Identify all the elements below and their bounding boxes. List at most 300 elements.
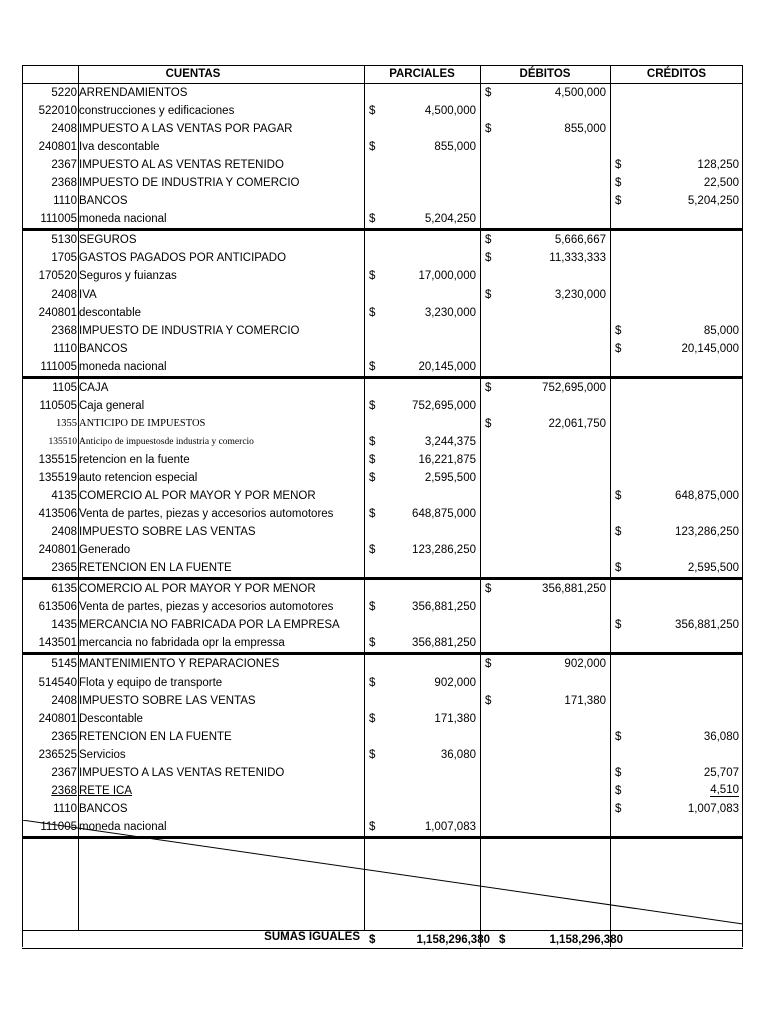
currency-symbol: $ — [369, 453, 376, 466]
debito-cell — [480, 487, 610, 505]
account-name: Flota y equipo de transporte — [79, 676, 223, 689]
credito-cell — [610, 286, 743, 304]
credito-amount: 36,080 — [703, 730, 739, 743]
credito-cell — [610, 692, 743, 710]
currency-symbol: $ — [615, 730, 622, 743]
credito-cell — [610, 505, 743, 523]
account-name: descontable — [79, 306, 142, 319]
debito-amount: 752,695,000 — [542, 381, 606, 394]
account-name: MERCANCIA NO FABRICADA POR LA EMPRESA — [79, 619, 340, 632]
parcial-cell — [364, 598, 480, 616]
parcial-cell — [364, 469, 480, 487]
debito-cell — [480, 304, 610, 322]
totals-row — [22, 930, 743, 949]
parcial-cell — [364, 451, 480, 469]
debito-cell — [480, 397, 610, 415]
parcial-cell — [364, 746, 480, 764]
parcial-cell — [364, 616, 480, 634]
credito-amount: 123,286,250 — [675, 526, 739, 539]
credito-cell — [610, 523, 743, 541]
currency-symbol: $ — [485, 417, 492, 430]
account-code: 2368 — [51, 784, 77, 797]
credito-cell — [610, 249, 743, 267]
parcial-cell — [364, 415, 480, 433]
parcial-cell — [364, 102, 480, 120]
credito-cell — [610, 192, 743, 210]
account-name: Seguros y fuianzas — [79, 270, 177, 283]
account-code: 240801 — [38, 712, 77, 725]
currency-symbol: $ — [615, 195, 622, 208]
account-name: MANTENIMIENTO Y REPARACIONES — [79, 658, 280, 671]
currency-symbol: $ — [485, 123, 492, 136]
table-row — [22, 304, 743, 322]
currency-symbol: $ — [369, 933, 376, 946]
header-creditos: CRÉDITOS — [646, 68, 707, 80]
grid-line — [22, 65, 23, 947]
parcial-amount: 3,230,000 — [424, 306, 476, 319]
parcial-cell — [364, 286, 480, 304]
account-code: 2365 — [51, 562, 77, 575]
account-name: Venta de partes, piezas y accesorios automotores — [79, 601, 334, 614]
account-name: GASTOS PAGADOS POR ANTICIPADO — [79, 252, 287, 265]
table-row — [22, 782, 743, 800]
account-name: Anticipo de impuestosde industria y comercio — [79, 436, 254, 447]
account-code: 111005 — [40, 360, 77, 373]
credito-cell — [610, 598, 743, 616]
account-code: 2408 — [51, 123, 77, 136]
account-code: 240801 — [38, 141, 77, 154]
parcial-cell — [364, 782, 480, 800]
account-code: 240801 — [38, 544, 77, 557]
account-name: RETE ICA — [79, 784, 133, 797]
debito-cell — [480, 84, 610, 102]
account-name: moneda nacional — [79, 360, 167, 373]
table-row — [22, 728, 743, 746]
currency-symbol: $ — [369, 676, 376, 689]
credito-cell — [610, 102, 743, 120]
debito-cell — [480, 728, 610, 746]
currency-symbol: $ — [485, 234, 492, 247]
table-row — [22, 655, 743, 673]
currency-symbol: $ — [369, 508, 376, 521]
account-name: BANCOS — [79, 342, 128, 355]
currency-symbol: $ — [615, 526, 622, 539]
debito-cell — [480, 379, 610, 397]
account-code: 4135 — [51, 490, 77, 503]
debito-cell — [480, 249, 610, 267]
credito-cell — [610, 304, 743, 322]
parcial-amount: 356,881,250 — [412, 601, 476, 614]
currency-symbol: $ — [369, 306, 376, 319]
account-name: IMPUESTO AL AS VENTAS RETENIDO — [79, 159, 284, 172]
account-code: 2408 — [51, 526, 77, 539]
account-name: IMPUESTO SOBRE LAS VENTAS — [79, 526, 256, 539]
account-code: 1110 — [53, 195, 77, 208]
debito-cell — [480, 559, 610, 577]
credito-cell — [610, 487, 743, 505]
account-code: 514540 — [38, 676, 77, 689]
parcial-cell — [364, 634, 480, 652]
table-row — [22, 469, 743, 487]
parcial-cell — [364, 192, 480, 210]
credito-cell — [610, 674, 743, 692]
currency-symbol: $ — [615, 784, 622, 797]
currency-symbol: $ — [369, 712, 376, 725]
credito-cell — [610, 746, 743, 764]
account-name: Generado — [79, 544, 131, 557]
credito-amount: 20,145,000 — [681, 342, 739, 355]
account-name: IMPUESTO A LAS VENTAS RETENIDO — [79, 766, 285, 779]
account-code: 522010 — [38, 105, 77, 118]
account-code: 2368 — [51, 177, 77, 190]
debito-cell — [480, 580, 610, 598]
currency-symbol: $ — [615, 159, 622, 172]
header-cuentas: CUENTAS — [165, 68, 221, 80]
currency-symbol: $ — [485, 252, 492, 265]
grid-line — [78, 65, 79, 930]
account-name: COMERCIO AL POR MAYOR Y POR MENOR — [79, 583, 316, 596]
debito-cell — [480, 616, 610, 634]
table-row — [22, 451, 743, 469]
account-code: 2408 — [51, 694, 77, 707]
account-code: 236525 — [38, 748, 77, 761]
currency-symbol: $ — [369, 637, 376, 650]
table-row — [22, 267, 743, 285]
currency-symbol: $ — [369, 748, 376, 761]
account-name: Iva descontable — [79, 141, 160, 154]
table-row — [22, 616, 743, 634]
debito-cell — [480, 505, 610, 523]
parcial-cell — [364, 138, 480, 156]
credito-amount: 5,204,250 — [687, 195, 739, 208]
currency-symbol: $ — [369, 213, 376, 226]
account-code: 1355 — [56, 418, 77, 430]
currency-symbol: $ — [615, 802, 622, 815]
credito-cell — [610, 322, 743, 340]
table-row — [22, 379, 743, 397]
parcial-amount: 752,695,000 — [412, 399, 476, 412]
debito-cell — [480, 634, 610, 652]
credito-cell — [610, 634, 743, 652]
parcial-cell — [364, 800, 480, 818]
account-code: 1110 — [53, 342, 77, 355]
account-code: 5130 — [51, 234, 77, 247]
parcial-amount: 123,286,250 — [412, 544, 476, 557]
credito-cell — [610, 84, 743, 102]
parcial-amount: 171,380 — [434, 712, 476, 725]
account-code: 1110 — [53, 802, 77, 815]
table-row — [22, 286, 743, 304]
account-name: BANCOS — [79, 195, 128, 208]
account-code: 1705 — [51, 252, 77, 265]
debito-amount: 3,230,000 — [554, 288, 606, 301]
account-code: 111005 — [40, 820, 77, 833]
parcial-cell — [364, 84, 480, 102]
table-row — [22, 692, 743, 710]
debito-cell — [480, 120, 610, 138]
debito-cell — [480, 102, 610, 120]
currency-symbol: $ — [615, 342, 622, 355]
credito-amount: 85,000 — [703, 324, 739, 337]
table-header — [22, 65, 743, 84]
credito-cell — [610, 340, 743, 358]
debito-cell — [480, 340, 610, 358]
grid-line — [480, 65, 481, 947]
parcial-amount: 902,000 — [434, 676, 476, 689]
currency-symbol: $ — [615, 324, 622, 337]
debito-cell — [480, 415, 610, 433]
debito-amount: 356,881,250 — [542, 583, 606, 596]
debito-cell — [480, 764, 610, 782]
account-code: 1105 — [52, 381, 77, 394]
currency-symbol: $ — [485, 694, 492, 707]
credito-cell — [610, 120, 743, 138]
parcial-amount: 5,204,250 — [424, 213, 476, 226]
parcial-cell — [364, 174, 480, 192]
credito-amount: 22,500 — [703, 177, 739, 190]
account-code: 135515 — [38, 453, 77, 466]
table-row — [22, 523, 743, 541]
credito-cell — [610, 174, 743, 192]
debito-amount: 4,500,000 — [554, 87, 606, 100]
account-name: RETENCION EN LA FUENTE — [79, 562, 232, 575]
parcial-cell — [364, 764, 480, 782]
currency-symbol: $ — [615, 766, 622, 779]
credito-cell — [610, 764, 743, 782]
debito-amount: 171,380 — [564, 694, 606, 707]
parcial-cell — [364, 358, 480, 376]
account-code: 613506 — [38, 601, 77, 614]
account-name: ARRENDAMIENTOS — [79, 87, 188, 100]
account-name: moneda nacional — [79, 213, 167, 226]
debito-cell — [480, 469, 610, 487]
table-row — [22, 746, 743, 764]
credito-amount: 648,875,000 — [675, 490, 739, 503]
table-row — [22, 192, 743, 210]
account-name: retencion en la fuente — [79, 453, 190, 466]
credito-cell — [610, 415, 743, 433]
credito-amount: 25,707 — [703, 766, 739, 779]
account-name: Caja general — [79, 399, 145, 412]
parcial-amount: 855,000 — [434, 141, 476, 154]
credito-cell — [610, 782, 743, 800]
table-row — [22, 674, 743, 692]
parcial-cell — [364, 379, 480, 397]
credito-cell — [610, 469, 743, 487]
account-name: IMPUESTO A LAS VENTAS POR PAGAR — [79, 123, 293, 136]
account-code: 413506 — [38, 508, 77, 521]
parcial-amount: 17,000,000 — [418, 270, 476, 283]
currency-symbol: $ — [615, 177, 622, 190]
account-code: 2408 — [51, 288, 77, 301]
parcial-cell — [364, 433, 480, 451]
currency-symbol: $ — [369, 820, 376, 833]
table-row — [22, 415, 743, 433]
parcial-cell — [364, 397, 480, 415]
account-code: 6135 — [51, 583, 77, 596]
account-name: moneda nacional — [79, 820, 167, 833]
credito-cell — [610, 451, 743, 469]
parcial-cell — [364, 231, 480, 249]
debito-amount: 902,000 — [564, 658, 606, 671]
debito-cell — [480, 156, 610, 174]
table-row — [22, 84, 743, 102]
total-debitos: 1,158,296,380 — [416, 933, 490, 946]
debito-cell — [480, 692, 610, 710]
currency-symbol: $ — [485, 658, 492, 671]
table-row — [22, 210, 743, 231]
account-code: 135519 — [38, 472, 77, 484]
debito-amount: 5,666,667 — [554, 234, 606, 247]
currency-symbol: $ — [369, 601, 376, 614]
parcial-cell — [364, 580, 480, 598]
debito-cell — [480, 267, 610, 285]
debito-cell — [480, 192, 610, 210]
credito-cell — [610, 433, 743, 451]
debito-cell — [480, 322, 610, 340]
parcial-cell — [364, 523, 480, 541]
currency-symbol: $ — [499, 933, 506, 946]
parcial-amount: 16,221,875 — [418, 453, 476, 466]
parcial-amount: 1,007,083 — [424, 820, 476, 833]
account-name: IMPUESTO DE INDUSTRIA Y COMERCIO — [79, 177, 300, 190]
parcial-amount: 36,080 — [440, 748, 476, 761]
account-name: IVA — [79, 288, 97, 301]
currency-symbol: $ — [369, 141, 376, 154]
account-code: 111005 — [40, 213, 77, 226]
table-row — [22, 174, 743, 192]
parcial-cell — [364, 505, 480, 523]
ledger-table — [22, 65, 743, 839]
account-code: 2368 — [51, 324, 77, 337]
currency-symbol: $ — [615, 619, 622, 632]
parcial-cell — [364, 655, 480, 673]
debito-cell — [480, 231, 610, 249]
grid-line — [742, 65, 743, 947]
currency-symbol: $ — [369, 360, 376, 373]
currency-symbol: $ — [369, 435, 376, 448]
account-name: COMERCIO AL POR MAYOR Y POR MENOR — [79, 490, 316, 503]
header-debitos: DÉBITOS — [519, 68, 571, 80]
ledger-rows — [22, 84, 743, 839]
account-code: 2367 — [51, 159, 77, 172]
currency-symbol: $ — [615, 562, 622, 575]
parcial-cell — [364, 120, 480, 138]
parcial-cell — [364, 541, 480, 559]
account-code: 1435 — [51, 619, 77, 632]
parcial-cell — [364, 249, 480, 267]
currency-symbol: $ — [369, 270, 376, 283]
table-row — [22, 156, 743, 174]
debito-cell — [480, 541, 610, 559]
table-row — [22, 249, 743, 267]
credito-cell — [610, 358, 743, 376]
debito-cell — [480, 746, 610, 764]
table-row — [22, 710, 743, 728]
account-code: 5220 — [51, 87, 77, 100]
currency-symbol: $ — [485, 381, 492, 394]
currency-symbol: $ — [369, 544, 376, 557]
credito-cell — [610, 655, 743, 673]
diagonal-line — [22, 820, 743, 924]
table-row — [22, 559, 743, 580]
account-code: 240801 — [38, 306, 77, 319]
diagonal-strike — [22, 820, 743, 930]
header-parciales: PARCIALES — [389, 68, 455, 80]
account-code: 110505 — [39, 399, 77, 412]
totals-label: SUMAS IGUALES — [264, 931, 360, 943]
debito-cell — [480, 451, 610, 469]
account-code: 2365 — [51, 730, 77, 743]
debito-cell — [480, 710, 610, 728]
account-code: 143501 — [38, 637, 77, 650]
table-row — [22, 120, 743, 138]
total-creditos: 1,158,296,380 — [549, 933, 623, 946]
credito-cell — [610, 267, 743, 285]
credito-amount: 4,510 — [710, 784, 739, 797]
account-name: BANCOS — [79, 802, 128, 815]
credito-cell — [610, 138, 743, 156]
table-row — [22, 541, 743, 559]
debito-cell — [480, 174, 610, 192]
table-row — [22, 433, 743, 451]
table-row — [22, 322, 743, 340]
credito-cell — [610, 379, 743, 397]
parcial-cell — [364, 304, 480, 322]
parcial-cell — [364, 692, 480, 710]
account-code: 135510 — [48, 436, 77, 447]
currency-symbol: $ — [615, 490, 622, 503]
table-row — [22, 764, 743, 782]
table-row — [22, 598, 743, 616]
debito-cell — [480, 138, 610, 156]
currency-symbol: $ — [369, 105, 376, 118]
credito-cell — [610, 156, 743, 174]
account-name: mercancia no fabridada opr la empressa — [79, 637, 285, 650]
table-row — [22, 358, 743, 379]
debito-cell — [480, 782, 610, 800]
account-name: Descontable — [79, 712, 143, 725]
table-row — [22, 102, 743, 120]
table-row — [22, 231, 743, 249]
credito-amount: 1,007,083 — [687, 802, 739, 815]
debito-cell — [480, 523, 610, 541]
credito-amount: 356,881,250 — [675, 619, 739, 632]
currency-symbol: $ — [485, 87, 492, 100]
account-code: 170520 — [38, 270, 77, 283]
account-name: CAJA — [79, 381, 109, 394]
credito-cell — [610, 728, 743, 746]
credito-amount: 128,250 — [697, 159, 739, 172]
debito-cell — [480, 674, 610, 692]
parcial-cell — [364, 267, 480, 285]
debito-amount: 22,061,750 — [548, 417, 606, 430]
credito-cell — [610, 559, 743, 577]
table-row — [22, 487, 743, 505]
table-row — [22, 634, 743, 655]
account-name: Venta de partes, piezas y accesorios automotores — [79, 508, 334, 521]
account-name: ANTICIPO DE IMPUESTOS — [79, 418, 206, 430]
table-row — [22, 138, 743, 156]
account-name: IMPUESTO SOBRE LAS VENTAS — [79, 694, 256, 707]
parcial-cell — [364, 710, 480, 728]
parcial-cell — [364, 210, 480, 228]
table-row — [22, 800, 743, 818]
account-code: 5145 — [51, 658, 77, 671]
debito-cell — [480, 598, 610, 616]
credito-amount: 2,595,500 — [687, 562, 739, 575]
account-name: IMPUESTO DE INDUSTRIA Y COMERCIO — [79, 324, 300, 337]
